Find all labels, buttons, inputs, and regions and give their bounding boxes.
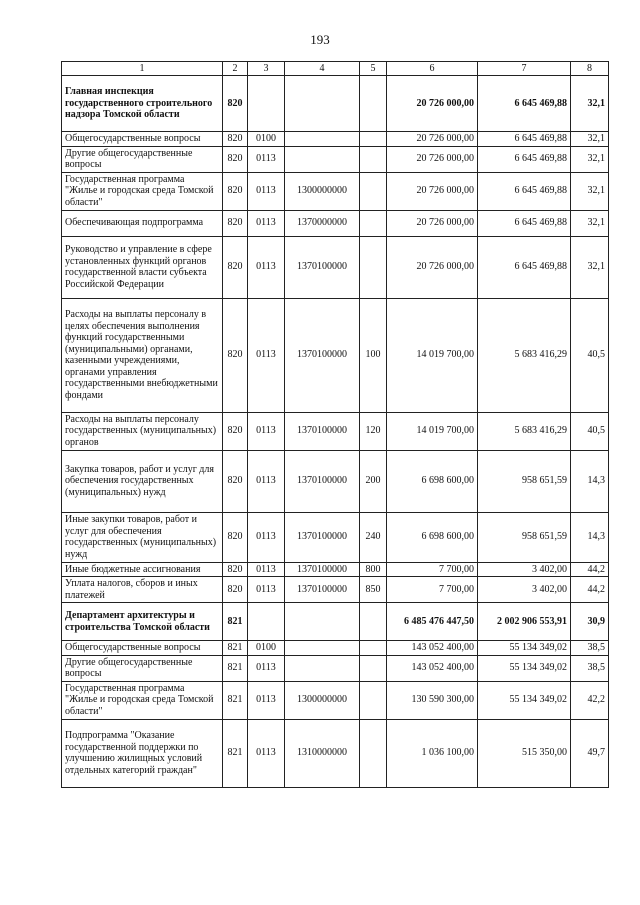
planned-amount-cell: 20 726 000,00 xyxy=(387,132,478,147)
planned-amount-cell: 20 726 000,00 xyxy=(387,146,478,172)
admin-code-cell: 820 xyxy=(223,210,248,236)
expense-type-cell xyxy=(360,132,387,147)
planned-amount-cell: 14 019 700,00 xyxy=(387,412,478,450)
admin-code-cell: 820 xyxy=(223,146,248,172)
column-header: 6 xyxy=(387,62,478,76)
header-row xyxy=(62,62,609,76)
row-name-cell: Расходы на выплаты персоналу государственных (муниципальных) органов xyxy=(62,412,223,450)
target-code-cell xyxy=(285,76,360,132)
section-code-cell: 0113 xyxy=(248,412,285,450)
planned-amount-cell: 6 485 476 447,50 xyxy=(387,603,478,641)
expense-type-cell xyxy=(360,655,387,681)
target-code-cell: 1300000000 xyxy=(285,681,360,719)
executed-amount-cell: 3 402,00 xyxy=(478,577,571,603)
target-code-cell: 1370100000 xyxy=(285,577,360,603)
admin-code-cell: 821 xyxy=(223,719,248,787)
percent-cell: 44,2 xyxy=(571,562,609,577)
percent-cell: 40,5 xyxy=(571,412,609,450)
expense-type-cell: 800 xyxy=(360,562,387,577)
percent-cell: 38,5 xyxy=(571,641,609,656)
row-name-cell: Уплата налогов, сборов и иных платежей xyxy=(62,577,223,603)
planned-amount-cell: 20 726 000,00 xyxy=(387,76,478,132)
table-row xyxy=(62,132,609,147)
row-name-cell: Общегосударственные вопросы xyxy=(62,641,223,656)
executed-amount-cell: 55 134 349,02 xyxy=(478,655,571,681)
target-code-cell: 1370100000 xyxy=(285,512,360,562)
executed-amount-cell: 2 002 906 553,91 xyxy=(478,603,571,641)
table-row xyxy=(62,76,609,132)
table-row xyxy=(62,412,609,450)
executed-amount-cell: 55 134 349,02 xyxy=(478,681,571,719)
section-code-cell: 0113 xyxy=(248,681,285,719)
section-code-cell: 0113 xyxy=(248,146,285,172)
table-row xyxy=(62,236,609,298)
planned-amount-cell: 1 036 100,00 xyxy=(387,719,478,787)
section-code-cell: 0113 xyxy=(248,210,285,236)
percent-cell: 32,1 xyxy=(571,146,609,172)
admin-code-cell: 820 xyxy=(223,298,248,412)
row-name-cell: Обеспечивающая подпрограмма xyxy=(62,210,223,236)
executed-amount-cell: 515 350,00 xyxy=(478,719,571,787)
executed-amount-cell: 958 651,59 xyxy=(478,450,571,512)
percent-cell: 44,2 xyxy=(571,577,609,603)
table-row xyxy=(62,298,609,412)
section-code-cell: 0113 xyxy=(248,172,285,210)
expense-type-cell xyxy=(360,236,387,298)
target-code-cell xyxy=(285,146,360,172)
expense-type-cell xyxy=(360,172,387,210)
column-header: 4 xyxy=(285,62,360,76)
planned-amount-cell: 143 052 400,00 xyxy=(387,641,478,656)
section-code-cell: 0100 xyxy=(248,641,285,656)
expense-type-cell xyxy=(360,146,387,172)
row-name-cell: Расходы на выплаты персоналу в целях обеспечения выполнения функций государственными (муниципальными) органами, казенными учреждениями, органами управления государственными внебюджетными фондами xyxy=(62,298,223,412)
executed-amount-cell: 5 683 416,29 xyxy=(478,298,571,412)
section-code-cell xyxy=(248,603,285,641)
target-code-cell xyxy=(285,641,360,656)
planned-amount-cell: 20 726 000,00 xyxy=(387,236,478,298)
section-code-cell: 0113 xyxy=(248,298,285,412)
table-row xyxy=(62,146,609,172)
target-code-cell: 1370100000 xyxy=(285,562,360,577)
target-code-cell: 1300000000 xyxy=(285,172,360,210)
admin-code-cell: 820 xyxy=(223,236,248,298)
percent-cell: 14,3 xyxy=(571,512,609,562)
percent-cell: 32,1 xyxy=(571,132,609,147)
row-name-cell: Иные бюджетные ассигнования xyxy=(62,562,223,577)
row-name-cell: Государственная программа "Жилье и городская среда Томской области" xyxy=(62,681,223,719)
admin-code-cell: 820 xyxy=(223,132,248,147)
expense-type-cell xyxy=(360,603,387,641)
section-code-cell: 0113 xyxy=(248,450,285,512)
executed-amount-cell: 3 402,00 xyxy=(478,562,571,577)
expense-type-cell xyxy=(360,719,387,787)
expense-type-cell xyxy=(360,210,387,236)
column-header: 3 xyxy=(248,62,285,76)
expense-type-cell: 120 xyxy=(360,412,387,450)
executed-amount-cell: 6 645 469,88 xyxy=(478,146,571,172)
expense-type-cell xyxy=(360,641,387,656)
target-code-cell: 1370100000 xyxy=(285,298,360,412)
executed-amount-cell: 55 134 349,02 xyxy=(478,641,571,656)
planned-amount-cell: 20 726 000,00 xyxy=(387,210,478,236)
section-code-cell: 0113 xyxy=(248,236,285,298)
executed-amount-cell: 6 645 469,88 xyxy=(478,210,571,236)
row-name-cell: Иные закупки товаров, работ и услуг для обеспечения государственных (муниципальных) нужд xyxy=(62,512,223,562)
percent-cell: 32,1 xyxy=(571,76,609,132)
percent-cell: 32,1 xyxy=(571,210,609,236)
budget-table xyxy=(61,61,609,788)
planned-amount-cell: 6 698 600,00 xyxy=(387,450,478,512)
table-row xyxy=(62,681,609,719)
percent-cell: 30,9 xyxy=(571,603,609,641)
row-name-cell: Руководство и управление в сфере установленных функций органов государственной власти субъекта Российской Федерации xyxy=(62,236,223,298)
admin-code-cell: 820 xyxy=(223,412,248,450)
target-code-cell xyxy=(285,132,360,147)
executed-amount-cell: 958 651,59 xyxy=(478,512,571,562)
page-number: 193 xyxy=(310,32,330,47)
admin-code-cell: 820 xyxy=(223,562,248,577)
planned-amount-cell: 6 698 600,00 xyxy=(387,512,478,562)
section-code-cell: 0113 xyxy=(248,577,285,603)
planned-amount-cell: 14 019 700,00 xyxy=(387,298,478,412)
column-header: 5 xyxy=(360,62,387,76)
row-name-cell: Закупка товаров, работ и услуг для обеспечения государственных (муниципальных) нужд xyxy=(62,450,223,512)
table-row xyxy=(62,172,609,210)
table-row xyxy=(62,655,609,681)
admin-code-cell: 821 xyxy=(223,641,248,656)
executed-amount-cell: 6 645 469,88 xyxy=(478,236,571,298)
admin-code-cell: 820 xyxy=(223,512,248,562)
admin-code-cell: 820 xyxy=(223,76,248,132)
table-row xyxy=(62,719,609,787)
percent-cell: 42,2 xyxy=(571,681,609,719)
row-name-cell: Департамент архитектуры и строительства Томской области xyxy=(62,603,223,641)
expense-type-cell: 200 xyxy=(360,450,387,512)
row-name-cell: Другие общегосударственные вопросы xyxy=(62,655,223,681)
planned-amount-cell: 7 700,00 xyxy=(387,562,478,577)
percent-cell: 38,5 xyxy=(571,655,609,681)
expense-type-cell: 240 xyxy=(360,512,387,562)
table-row xyxy=(62,641,609,656)
section-code-cell xyxy=(248,76,285,132)
percent-cell: 49,7 xyxy=(571,719,609,787)
percent-cell: 32,1 xyxy=(571,236,609,298)
section-code-cell: 0113 xyxy=(248,719,285,787)
target-code-cell: 1310000000 xyxy=(285,719,360,787)
row-name-cell: Подпрограмма "Оказание государственной поддержки по улучшению жилищных условий отдельных категорий граждан" xyxy=(62,719,223,787)
executed-amount-cell: 6 645 469,88 xyxy=(478,76,571,132)
planned-amount-cell: 7 700,00 xyxy=(387,577,478,603)
column-header: 1 xyxy=(62,62,223,76)
target-code-cell: 1370100000 xyxy=(285,236,360,298)
executed-amount-cell: 5 683 416,29 xyxy=(478,412,571,450)
table-row xyxy=(62,512,609,562)
column-header: 8 xyxy=(571,62,609,76)
admin-code-cell: 821 xyxy=(223,681,248,719)
section-code-cell: 0113 xyxy=(248,562,285,577)
row-name-cell: Общегосударственные вопросы xyxy=(62,132,223,147)
admin-code-cell: 820 xyxy=(223,577,248,603)
planned-amount-cell: 130 590 300,00 xyxy=(387,681,478,719)
table-row xyxy=(62,562,609,577)
table-row xyxy=(62,210,609,236)
admin-code-cell: 821 xyxy=(223,655,248,681)
percent-cell: 32,1 xyxy=(571,172,609,210)
section-code-cell: 0113 xyxy=(248,655,285,681)
row-name-cell: Главная инспекция государственного строительного надзора Томской области xyxy=(62,76,223,132)
expense-type-cell: 850 xyxy=(360,577,387,603)
row-name-cell: Другие общегосударственные вопросы xyxy=(62,146,223,172)
column-header: 2 xyxy=(223,62,248,76)
admin-code-cell: 821 xyxy=(223,603,248,641)
expense-type-cell xyxy=(360,681,387,719)
percent-cell: 40,5 xyxy=(571,298,609,412)
target-code-cell: 1370100000 xyxy=(285,412,360,450)
section-code-cell: 0100 xyxy=(248,132,285,147)
executed-amount-cell: 6 645 469,88 xyxy=(478,172,571,210)
admin-code-cell: 820 xyxy=(223,450,248,512)
expense-type-cell xyxy=(360,76,387,132)
target-code-cell xyxy=(285,603,360,641)
column-header: 7 xyxy=(478,62,571,76)
percent-cell: 14,3 xyxy=(571,450,609,512)
planned-amount-cell: 143 052 400,00 xyxy=(387,655,478,681)
table-row xyxy=(62,450,609,512)
target-code-cell xyxy=(285,655,360,681)
planned-amount-cell: 20 726 000,00 xyxy=(387,172,478,210)
section-code-cell: 0113 xyxy=(248,512,285,562)
executed-amount-cell: 6 645 469,88 xyxy=(478,132,571,147)
expense-type-cell: 100 xyxy=(360,298,387,412)
table-row xyxy=(62,577,609,603)
admin-code-cell: 820 xyxy=(223,172,248,210)
target-code-cell: 1370100000 xyxy=(285,450,360,512)
table-row xyxy=(62,603,609,641)
target-code-cell: 1370000000 xyxy=(285,210,360,236)
row-name-cell: Государственная программа "Жилье и городская среда Томской области" xyxy=(62,172,223,210)
